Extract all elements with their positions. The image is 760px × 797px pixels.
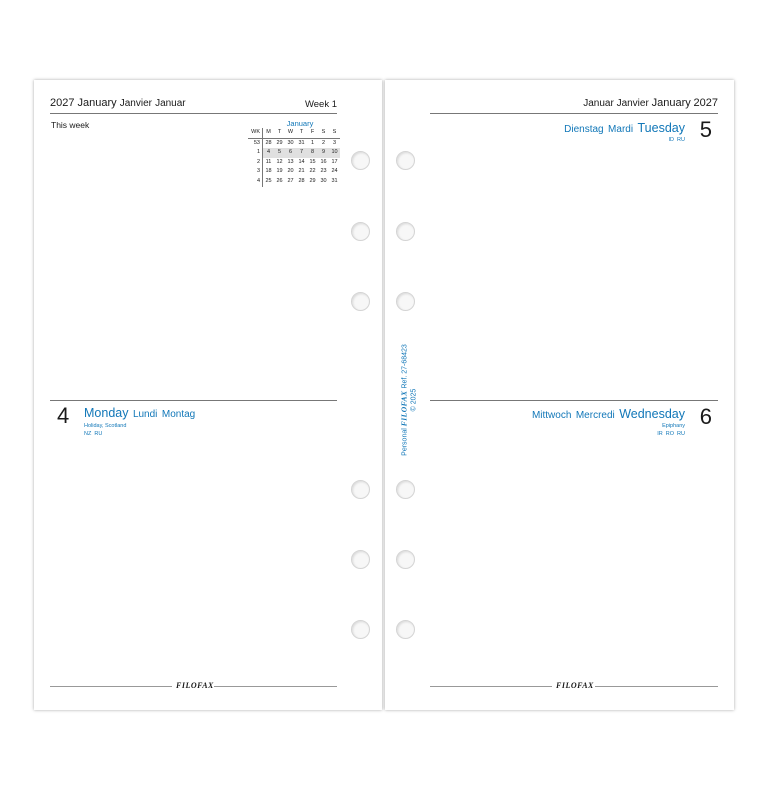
mini-day-cell: 5 [274,148,285,158]
mini-day-cell: 27 [287,177,294,184]
mini-calendar-week-row [248,139,340,149]
mini-header-day: W [287,129,294,135]
day-name: Tuesday [637,121,685,135]
binder-hole [396,292,415,311]
day-name: Monday [84,406,129,420]
right-header [583,97,718,109]
country-codes: ID RU [668,137,685,143]
mini-week-number: 53 [248,139,263,149]
mini-day-cell: 20 [287,168,294,175]
mini-day-cell: 2 [321,139,326,146]
day-number-4: 4 [57,403,70,428]
right-midday-rule [430,400,718,401]
binder-hole [351,480,370,499]
day-name-de: Dienstag [564,124,604,135]
side-logo: FILOFAX [399,390,409,427]
mini-calendar-week-row [248,148,340,158]
mini-calendar-header [248,128,340,139]
mini-day-cell: 15 [309,158,316,165]
mini-week-number: 1 [248,148,263,158]
day-name: Wednesday [619,407,685,421]
side-copyright: © 2025 [410,388,418,412]
mini-day-cell: 29 [309,177,316,184]
mini-header-day: T [299,129,304,135]
left-header [50,97,186,109]
mini-day-cell: 26 [276,177,283,184]
binder-hole [396,222,415,241]
binder-hole [396,620,415,639]
left-page [34,80,382,710]
mini-day-cell: 31 [298,139,305,146]
mini-calendar-week-row [248,177,340,187]
mini-calendar-week-row [248,167,340,177]
mini-header-day: M [266,129,271,135]
mini-day-cell: 21 [298,168,305,175]
binder-hole [351,292,370,311]
country-codes: NZ RU [84,431,103,437]
header-month-fr: Janvier [616,98,649,109]
day-title-tuesday [564,119,685,137]
mini-header-day: S [332,129,337,135]
mini-day-cell: 28 [265,139,272,146]
day-number-5: 5 [699,117,712,142]
day-title-monday [84,404,195,422]
week-number: Week 1 [304,99,337,110]
mini-day-cell: 10 [329,148,340,158]
side-personal: Personal [401,428,409,456]
header-year: 2027 [50,97,75,109]
mini-calendar-rows [248,139,340,187]
right-footer-rule-a [430,686,552,687]
country-codes: IR RO RU [657,431,685,437]
mini-day-cell: 12 [276,158,283,165]
mini-day-cell: 17 [331,158,338,165]
mini-day-cell: 9 [318,148,329,158]
day-name-de: Montag [161,409,196,420]
mini-day-cell: 8 [307,148,318,158]
mini-day-cell: 19 [276,168,283,175]
mini-day-cell: 14 [298,158,305,165]
day-name-fr: Mardi [608,124,634,135]
day-name-fr: Mercredi [575,410,615,421]
mini-header-day: S [321,129,326,135]
mini-calendar [248,119,340,187]
side-imprint [400,344,419,456]
this-week-label: This week [51,120,90,130]
mini-day-cell: 18 [265,168,272,175]
mini-header-wk: WK [248,128,263,138]
mini-day-cell: 30 [320,177,327,184]
mini-day-cell: 31 [331,177,338,184]
day-title-wednesday [532,405,685,423]
side-imprint-line1 [400,344,410,456]
mini-calendar-week-row [248,158,340,168]
mini-week-number: 4 [248,177,263,187]
mini-day-cell: 4 [263,148,274,158]
binder-hole [396,480,415,499]
header-month-de: Januar [155,98,186,109]
binder-hole [351,620,370,639]
binder-hole [351,550,370,569]
planner-spread [34,80,734,710]
header-month-fr: Janvier [119,98,152,109]
right-footer-logo: FILOFAX [556,681,594,690]
binder-hole [351,151,370,170]
left-footer-logo: FILOFAX [176,681,214,690]
mini-day-cell: 24 [331,168,338,175]
mini-day-cell: 6 [285,148,296,158]
header-year: 2027 [693,97,718,109]
header-month: January [651,97,691,109]
mini-calendar-title: January [286,119,314,128]
mini-day-cell: 30 [287,139,294,146]
mini-header-day: F [310,129,315,135]
mini-day-cell: 7 [296,148,307,158]
side-ref: Ref. 27-68423 [401,344,409,389]
header-month: January [77,97,117,109]
mini-day-cell: 16 [320,158,327,165]
mini-day-cell: 25 [265,177,272,184]
mini-day-cell: 28 [298,177,305,184]
day-name-de: Mittwoch [531,410,572,421]
left-header-rule [50,113,337,114]
holiday-note: Epiphany [662,423,685,429]
mini-day-cell: 23 [320,168,327,175]
mini-day-cell: 22 [309,168,316,175]
left-midday-rule [50,400,337,401]
header-month-de: Januar [583,98,614,109]
binder-hole [351,222,370,241]
right-page [385,80,734,710]
mini-week-number: 2 [248,158,263,168]
holiday-note: Holiday, Scotland [84,423,127,429]
day-number-6: 6 [699,404,712,429]
right-footer-rule-b [595,686,718,687]
mini-day-cell: 13 [287,158,294,165]
mini-header-day: T [277,129,282,135]
binder-hole [396,151,415,170]
binder-hole [396,550,415,569]
day-name-fr: Lundi [132,409,158,420]
left-footer-rule-b [214,686,337,687]
mini-day-cell: 11 [265,158,272,165]
left-footer-rule-a [50,686,172,687]
mini-day-cell: 1 [310,139,315,146]
right-header-rule [430,113,718,114]
mini-day-cell: 29 [276,139,283,146]
mini-week-number: 3 [248,167,263,177]
mini-day-cell: 3 [332,139,337,146]
